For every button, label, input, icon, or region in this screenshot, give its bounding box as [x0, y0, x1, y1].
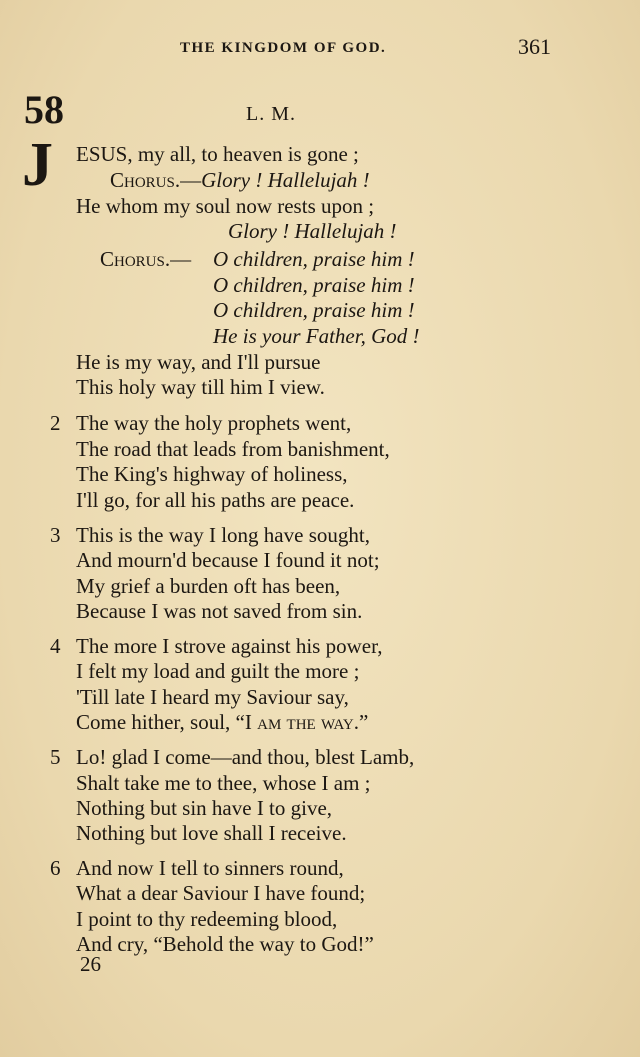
verse-1-line-3: He is my way, and I'll pursue	[76, 350, 321, 374]
verse-line: 'Till late I heard my Saviour say,	[76, 685, 349, 709]
chorus-line: O children, praise him !	[213, 247, 415, 271]
chorus-line: O children, praise him !	[213, 273, 415, 297]
drop-cap: J	[22, 131, 53, 199]
hymn-number: 58	[24, 87, 64, 132]
verse-line: My grief a burden oft has been,	[76, 574, 341, 598]
verse-1-line-1: ESUS, my all, to heaven is gone ;	[76, 142, 359, 166]
verse-line: And cry, “Behold the way to God!”	[76, 932, 374, 956]
verse-line-start: Come hither, soul, “	[76, 710, 245, 734]
verse-line	[76, 709, 368, 735]
verse-line: This is the way I long have sought,	[76, 523, 370, 547]
chorus-line: He is your Father, God !	[213, 324, 420, 348]
verse-line-end: ”	[359, 710, 369, 734]
verse-line: What a dear Saviour I have found;	[76, 881, 366, 905]
verse-line: I'll go, for all his paths are peace.	[76, 488, 355, 512]
chorus-label-2: Chorus.—	[100, 247, 192, 271]
verse-line: The way the holy prophets went,	[76, 411, 352, 435]
verse-number: 2	[50, 411, 61, 435]
verse-number: 5	[50, 745, 61, 769]
verse-line: Shalt take me to thee, whose I am ;	[76, 771, 371, 795]
verse-line: I felt my load and guilt the more ;	[76, 659, 360, 683]
verse-line: And now I tell to sinners round,	[76, 856, 344, 880]
verse-line: The more I strove against his power,	[76, 634, 383, 658]
chorus-label: Chorus.—	[110, 168, 202, 192]
verse-line: The road that leads from banishment,	[76, 437, 390, 461]
verse-line-emphasis: I am the way.	[244, 710, 359, 734]
verse-line: Nothing but sin have I to give,	[76, 796, 333, 820]
chorus-line: O children, praise him !	[213, 298, 415, 322]
verse-line: The King's highway of holiness,	[76, 462, 348, 486]
verse-line: I point to thy redeeming blood,	[76, 907, 338, 931]
running-head: THE KINGDOM OF GOD.	[180, 40, 387, 56]
chorus-line-1	[110, 167, 370, 193]
verse-line: Nothing but love shall I receive.	[76, 821, 347, 845]
verse-number: 3	[50, 523, 61, 547]
page-number: 361	[518, 34, 551, 59]
verse-number: 4	[50, 634, 61, 658]
verse-line: Lo! glad I come—and thou, blest Lamb,	[76, 745, 415, 769]
signature-mark: 26	[80, 952, 101, 976]
hymn-meter: L. M.	[246, 103, 296, 125]
verse-number: 6	[50, 856, 61, 880]
verse-1-line-2: He whom my soul now rests upon ;	[76, 194, 375, 218]
verse-line: And mourn'd because I found it not;	[76, 548, 380, 572]
verse-1-refrain: Glory ! Hallelujah !	[228, 219, 397, 243]
chorus-text: Glory ! Hallelujah !	[201, 168, 370, 192]
verse-1-line-4: This holy way till him I view.	[76, 375, 325, 399]
verse-line: Because I was not saved from sin.	[76, 599, 363, 623]
